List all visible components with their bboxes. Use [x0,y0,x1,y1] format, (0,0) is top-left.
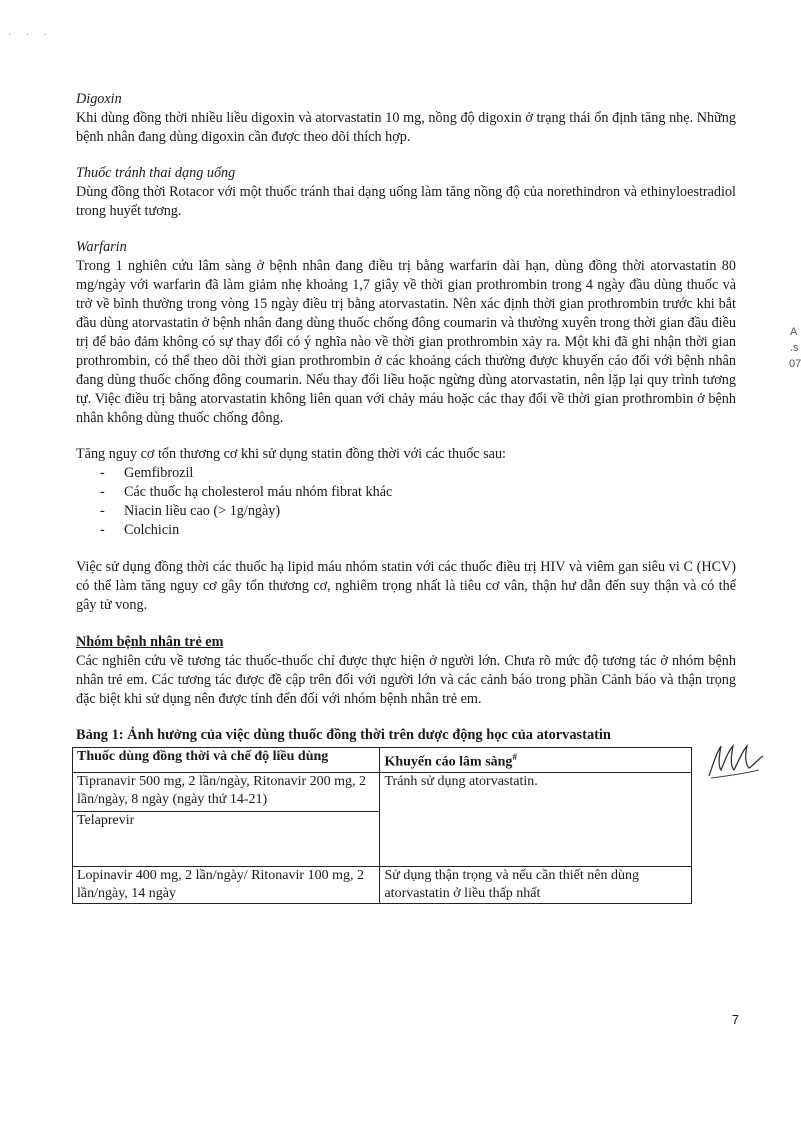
hiv-hcv-paragraph: Việc sử dụng đồng thời các thuốc hạ lipid máu nhóm statin với các thuốc điều trị HIV và viêm gan siêu vi C (HCV) có thể làm tăng nguy cơ gây tổn thương cơ, nghiêm trọng nhất là tiêu cơ vân, thận hư dẫn đến suy thận và có thể gây tử vong. [76,559,736,613]
scan-margin-mark: .s [790,342,799,354]
scan-margin-mark: 07 [789,358,801,370]
warfarin-heading: Warfarin [76,239,127,255]
table-row [73,772,692,866]
warfarin-paragraph: Trong 1 nghiên cứu lâm sàng ở bệnh nhân đang điều trị bằng warfarin dài hạn, dùng đồng thời atorvastatin 80 mg/ngày với warfarin đã làm giảm nhẹ khoảng 1,7 giây về thời gian prothrombin trong 4 ngày đầu dùng thuốc và trở về bình thường trong vòng 15 ngày điều trị bằng atorvastatin. Nên xác định thời gian prothrombin trước khi bắt đầu dùng atorvastatin ở bệnh nhân đang dùng thuốc chống đông coumarin và thường xuyên trong thời gian đầu điều trị để bảo đảm không có sự thay đổi có ý nghĩa nào về thời gian prothrombin xảy ra. Một khi đã ghi nhận thời gian prothrombin, có thể theo dõi thời gian prothrombin ở các khoảng cách thường được khuyến cáo đối với bệnh nhân đang dùng thuốc chống đông coumarin. Nếu thay đổi liều hoặc ngừng dùng atorvastatin, nên lặp lại quy trình tương tự. Việc điều trị bằng atorvastatin không liên quan với chảy máu hoặc các thay đổi về thời gian prothrombin ở bệnh nhân không dùng thuốc chống đông. [76,258,736,426]
list-item: - Gemfibrozil [98,464,736,483]
table-cell-drugs [73,772,380,866]
page-content [76,90,736,904]
interaction-table [72,747,692,904]
contraceptive-paragraph: Dùng đồng thời Rotacor với một thuốc tránh thai dạng uống làm tăng nồng độ của norethindron và ethinyloestradiol trong huyết tương. [76,184,736,219]
list-item: - Niacin liều cao (> 1g/ngày) [98,502,736,521]
list-item: - Colchicin [98,521,736,540]
pediatric-heading: Nhóm bệnh nhân trẻ em [76,634,224,650]
table-cell-advice: Sử dụng thận trọng và nếu cần thiết nên dùng atorvastatin ở liều thấp nhất [380,866,692,903]
myopathy-drug-list [76,464,736,540]
header-clinical-advice-label: Khuyến cáo lâm sàng [384,754,513,770]
table-header-row [73,748,692,773]
page-number: 7 [731,1012,739,1027]
table-caption: Bảng 1: Ảnh hưởng của việc dùng thuốc đồng thời trên dược động học của atorvastatin [76,727,611,743]
drug-tipranavir: Tipranavir 500 mg, 2 lần/ngày, Ritonavir 200 mg, 2 lần/ngày, 8 ngày (ngày thứ 14-21) [73,773,379,812]
table-row [73,866,692,903]
handwritten-signature [707,740,765,785]
list-item: - Các thuốc hạ cholesterol máu nhóm fibrat khác [98,483,736,502]
digoxin-heading: Digoxin [76,91,122,107]
pediatric-paragraph: Các nghiên cứu về tương tác thuốc-thuốc chỉ được thực hiện ở người lớn. Chưa rõ mức độ tương tác ở nhóm bệnh nhân trẻ em. Các tương tác được đề cập trên đối với người lớn và các cảnh báo trong phần Cảnh báo và thận trọng đặc biệt khi sử dụng nên được tính đến đối với nhóm bệnh nhân trẻ em. [76,653,736,707]
drug-lopinavir: Lopinavir 400 mg, 2 lần/ngày/ Ritonavir 100 mg, 2 lần/ngày, 14 ngày [73,866,380,903]
digoxin-paragraph: Khi dùng đồng thời nhiều liều digoxin và atorvastatin 10 mg, nồng độ digoxin ở trạng thái ổn định tăng nhẹ. Những bệnh nhân đang dùng digoxin cần được theo dõi thích hợp. [76,110,736,145]
scan-margin-mark: A [790,326,798,338]
contraceptive-heading: Thuốc tránh thai dạng uống [76,165,236,181]
header-clinical-advice [380,748,692,773]
scan-speckles: · · · [8,30,53,41]
table-cell-advice: Tránh sử dụng atorvastatin. [380,772,692,866]
header-concomitant-drug: Thuốc dùng đồng thời và chế độ liều dùng [73,748,380,773]
drug-telaprevir: Telaprevir [77,812,135,828]
myopathy-intro: Tăng nguy cơ tổn thương cơ khi sử dụng statin đồng thời với các thuốc sau: [76,446,506,462]
footnote-marker: # [512,752,517,762]
